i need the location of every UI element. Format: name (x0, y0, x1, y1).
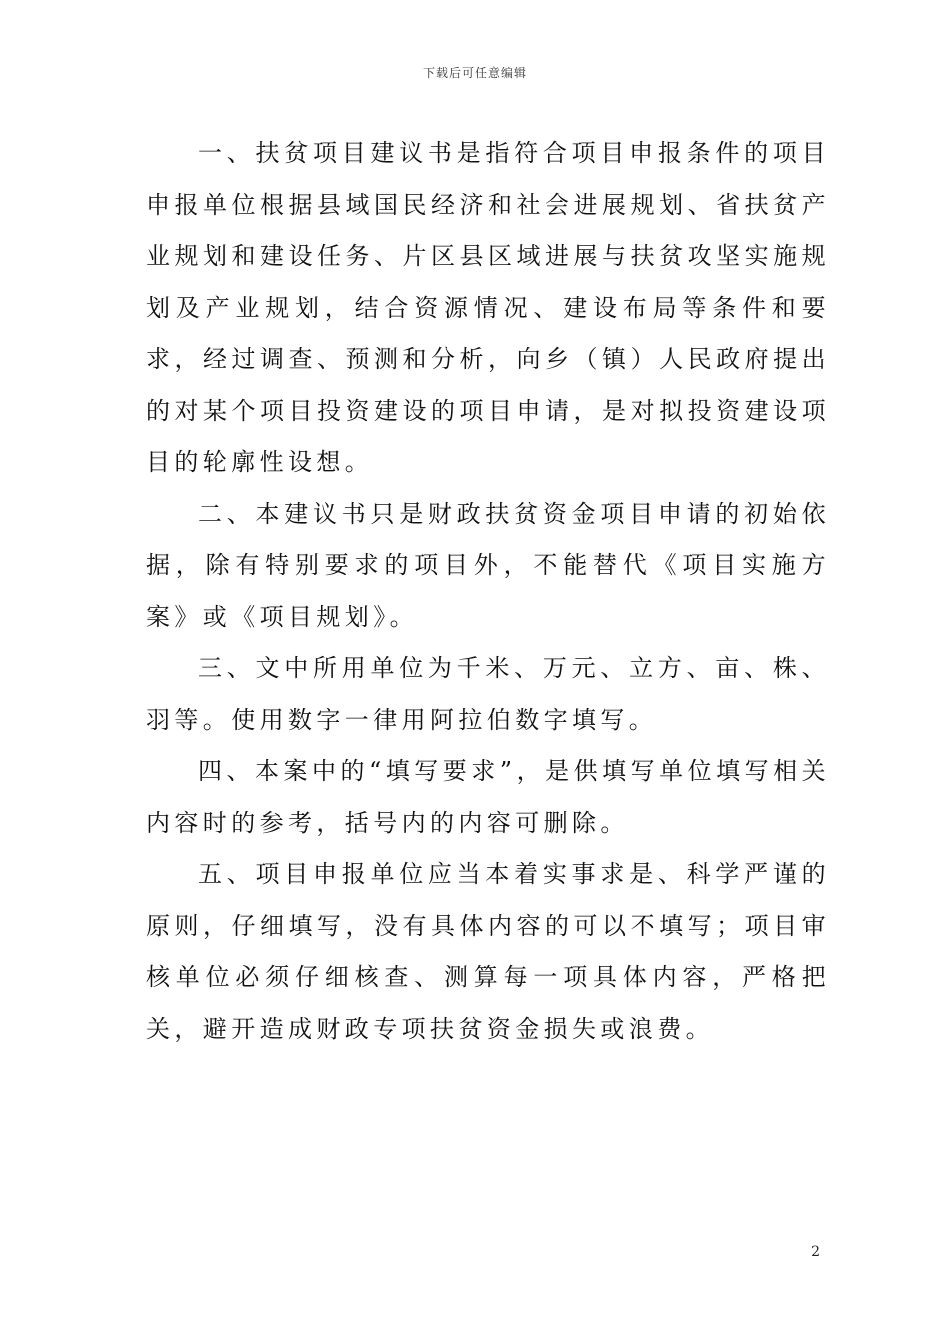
header-note: 下载后可任意编辑 (422, 66, 527, 80)
document-body (146, 128, 830, 1055)
paragraph-1: 一、扶贫项目建议书是指符合项目申报条件的项目申报单位根据县域国民经济和社会进展规划、省扶贫产业规划和建设任务、片区县区域进展与扶贫攻坚实施规划及产业规划，结合资源情况、建设布局等条件和要求，经过调查、预测和分析，向乡（镇）人民政府提出的对某个项目投资建设的项目申请，是对拟投资建设项目的轮廓性设想。 (146, 139, 830, 476)
page-number: 2 (811, 1244, 820, 1260)
paragraph-4: 四、本案中的“填写要求”，是供填写单位填写相关内容时的参考，括号内的内容可删除。 (146, 757, 830, 837)
paragraph-3: 三、文中所用单位为千米、万元、立方、亩、株、羽等。使用数字一律用阿拉伯数字填写。 (146, 654, 830, 734)
paragraph-2: 二、本建议书只是财政扶贫资金项目申请的初始依据，除有特别要求的项目外，不能替代《项目实施方案》或《项目规划》。 (146, 499, 830, 631)
paragraph-5: 五、项目申报单位应当本着实事求是、科学严谨的原则，仔细填写，没有具体内容的可以不填写；项目审核单位必须仔细核查、测算每一项具体内容，严格把关，避开造成财政专项扶贫资金损失或浪费。 (146, 860, 830, 1043)
